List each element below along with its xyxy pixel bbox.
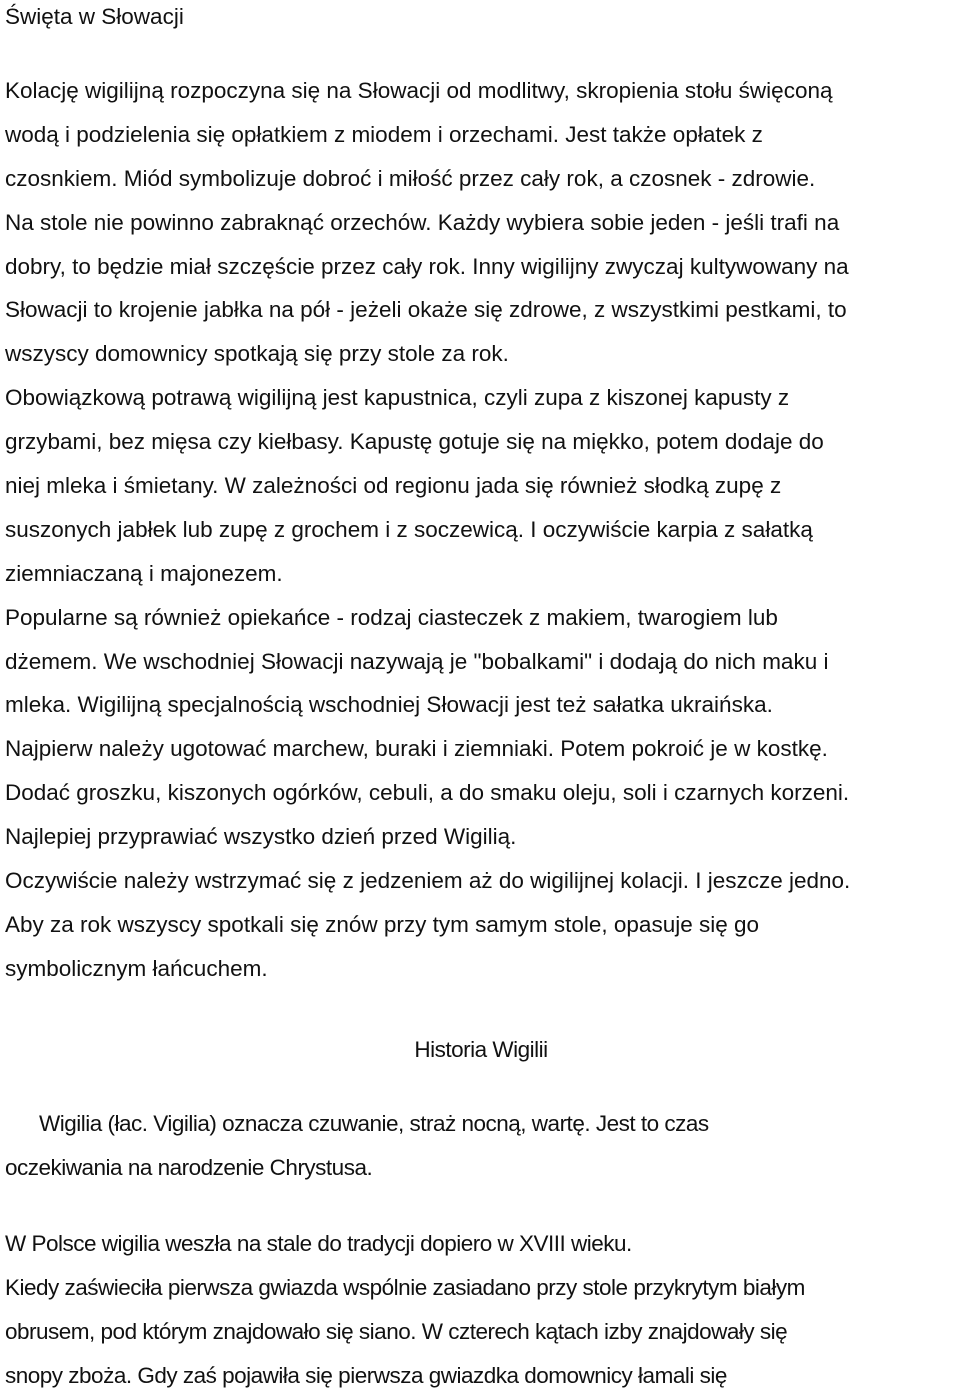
text-line: niej mleka i śmietany. W zależności od regionu jada się również słodką zupę z — [5, 473, 782, 499]
text-line: Kolację wigilijną rozpoczyna się na Słowacji od modlitwy, skropienia stołu święconą — [5, 78, 833, 103]
text-line: mleka. Wigilijną specjalnością wschodniej Słowacji jest też sałatka ukraińska. — [5, 692, 773, 718]
text-line: grzybami, bez mięsa czy kiełbasy. Kapustę gotuje się na miękko, potem dodaje do — [5, 429, 824, 455]
text-line: snopy zboża. Gdy zaś pojawiła się pierwsza gwiazdka domownicy łamali się — [5, 1362, 727, 1388]
text-line: dżemem. We wschodniej Słowacji nazywają je "bobalkami" i dodają do nich maku i — [5, 648, 829, 674]
text-line: Słowacji to krojenie jabłka na pół - jeżeli okaże się zdrowe, z wszystkimi pestkami, to — [5, 297, 847, 323]
text-line: suszonych jabłek lub zupę z grochem i z soczewicą. I oczywiście karpia z sałatką — [5, 516, 813, 542]
history-body-paragraph — [5, 1222, 957, 1398]
text-line: obrusem, pod którym znajdowało się siano. W czterech kątach izby znajdowały się — [5, 1318, 788, 1344]
text-line: czosnkiem. Miód symbolizuje dobroć i miłość przez cały rok, a czosnek - zdrowie. — [5, 165, 816, 191]
text-line: Najpierw należy ugotować marchew, buraki i ziemniaki. Potem pokroić je w kostkę. — [5, 736, 828, 762]
text-line: Kiedy zaświeciła pierwsza gwiazda wspólnie zasiadano przy stole przykrytym białym — [5, 1274, 805, 1300]
section-title: Historia Wigilii — [414, 1037, 548, 1062]
text-line: Dodać groszku, kiszonych ogórków, cebuli, a do smaku oleju, soli i czarnych korzeni. — [5, 780, 850, 806]
text-line: Popularne są również opiekańce - rodzaj ciasteczek z makiem, twarogiem lub — [5, 604, 778, 630]
text-line: Oczywiście należy wstrzymać się z jedzeniem aż do wigilijnej kolacji. I jeszcze jedno. — [5, 868, 851, 894]
text-line: Obowiązkową potrawą wigilijną jest kapustnica, czyli zupa z kiszonej kapusty z — [5, 385, 790, 411]
text-line: Najlepiej przyprawiać wszystko dzień przed Wigilią. — [5, 824, 517, 850]
text-line: wszyscy domownicy spotkają się przy stole za rok. — [5, 341, 509, 367]
page-heading: Święta w Słowacji — [5, 4, 184, 29]
text-line: symbolicznym łańcuchem. — [5, 955, 268, 981]
text-line: W Polsce wigilia weszła na stale do tradycji dopiero w XVIII wieku. — [5, 1231, 632, 1256]
text-line: dobry, to będzie miał szczęście przez cały rok. Inny wigilijny zwyczaj kultywowany na — [5, 253, 849, 279]
text-line: Wigilia (łac. Vigilia) oznacza czuwanie, straż nocną, wartę. Jest to czas — [39, 1111, 709, 1136]
text-line: Na stole nie powinno zabraknąć orzechów. Każdy wybiera sobie jeden - jeśli trafi na — [5, 209, 840, 235]
slovakia-paragraph — [5, 69, 957, 991]
text-line: Aby za rok wszyscy spotkali się znów przy tym samym stole, opasuje się go — [5, 911, 760, 937]
text-line: wodą i podzielenia się opłatkiem z miodem i orzechami. Jest także opłatek z — [5, 121, 763, 147]
text-line: oczekiwania na narodzenie Chrystusa. — [5, 1154, 373, 1180]
history-intro-paragraph — [5, 1102, 957, 1190]
text-line: ziemniaczaną i majonezem. — [5, 560, 283, 586]
